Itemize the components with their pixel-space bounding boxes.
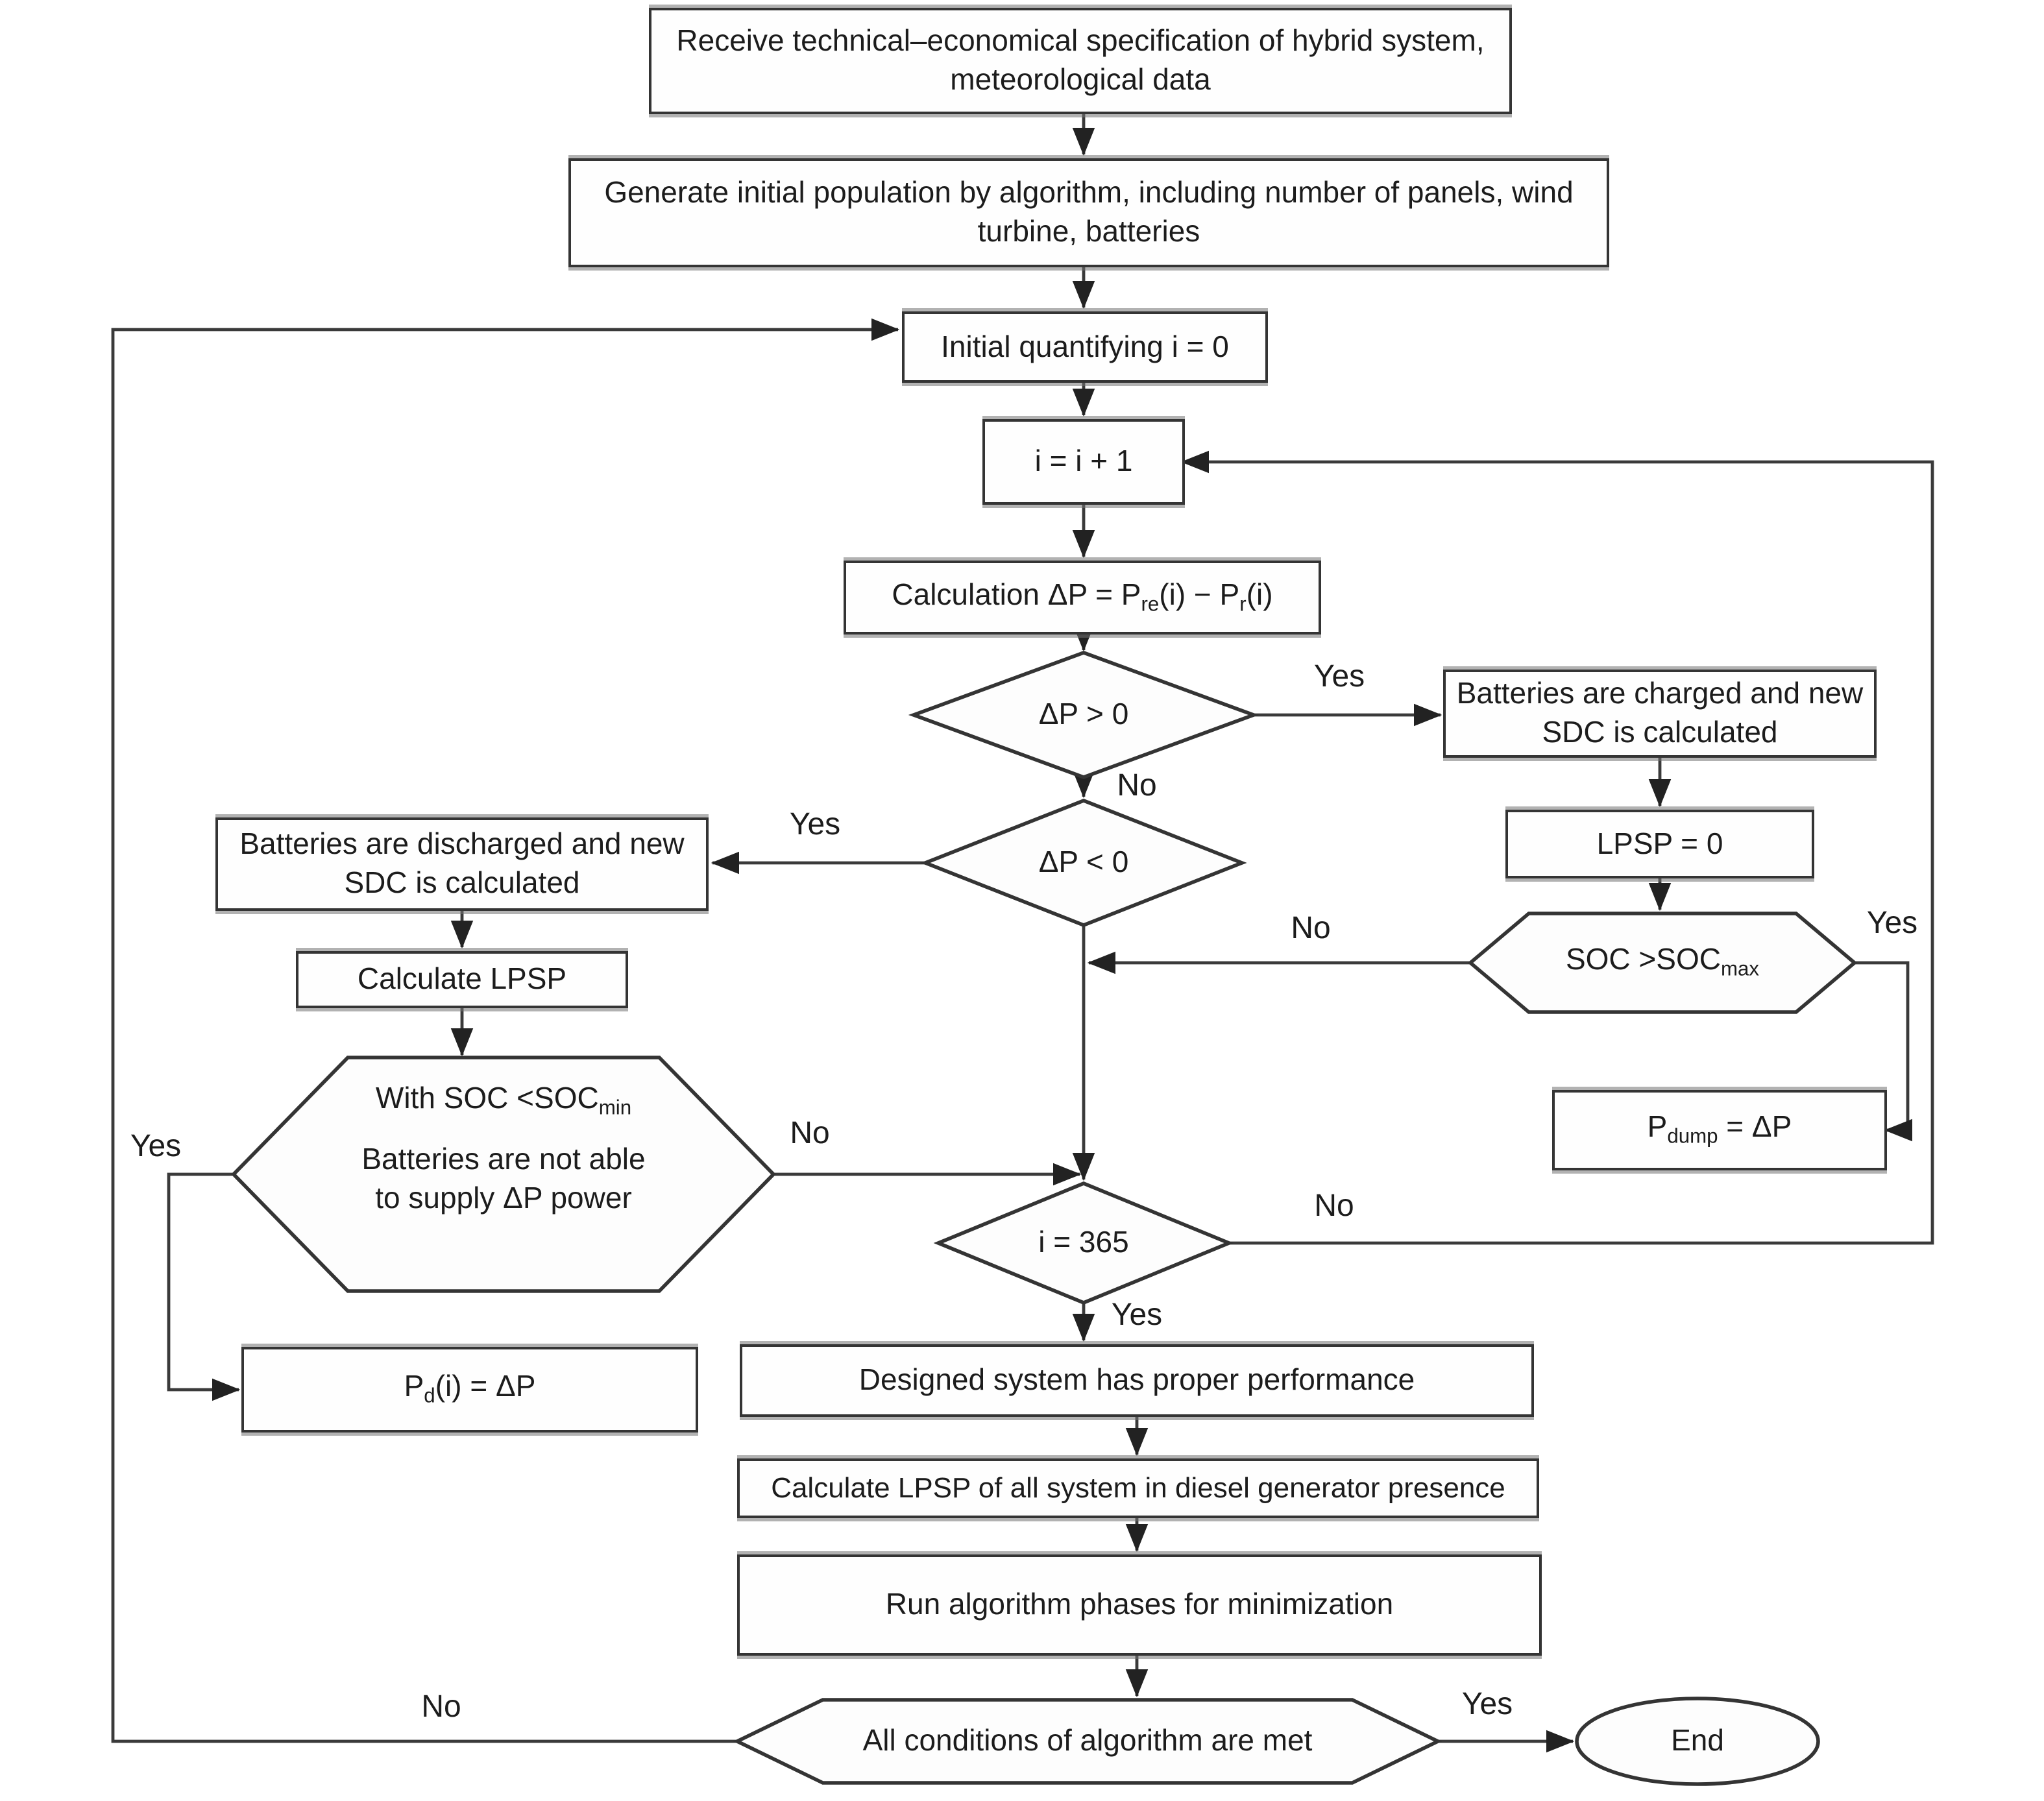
edge-label-socmin-yes: Yes	[130, 1129, 182, 1164]
edge-label-socmax-no: No	[1291, 911, 1331, 946]
node-lpsp-zero	[1505, 810, 1814, 878]
node-calculate-lpsp-all	[737, 1458, 1539, 1518]
node-calculate-lpsp	[296, 951, 628, 1008]
node-designed-system-label: Designed system has proper performance	[858, 1362, 1415, 1397]
edge-label-allcond-no: No	[421, 1689, 461, 1724]
node-lpsp-zero-label: LPSP = 0	[1596, 826, 1723, 860]
node-batteries-charged	[1443, 670, 1877, 758]
node-batteries-discharged-label: Batteries are discharged and new SDC is calculated	[239, 827, 685, 899]
diamond-i365-label: i = 365	[1038, 1225, 1129, 1259]
node-run-algorithm	[737, 1554, 1542, 1656]
node-calculation-deltap-label: Calculation $\Delta P = P_{re}(i) - P_r(i)$	[892, 577, 1273, 616]
edge-socmin-yes-to-pd	[169, 1174, 239, 1390]
node-batteries-discharged	[215, 817, 709, 911]
node-pdump-label: $P_{dump} = \Delta P$	[1647, 1109, 1792, 1149]
edge-allcond-no-to-init	[113, 330, 898, 1741]
node-designed-system	[740, 1344, 1534, 1417]
node-receive-spec-label: Receive technical–economical specification of hybrid system, meteorological data	[676, 23, 1485, 96]
edge-label-dpgt0-yes: Yes	[1313, 659, 1365, 694]
diamond-dp-lt0-label: ΔP < 0	[1038, 845, 1129, 879]
edge-label-dpgt0-no: No	[1117, 768, 1157, 803]
terminator-end-label: End	[1671, 1723, 1724, 1758]
node-generate-population-label: Generate initial population by algorithm, including number of panels, wind turbine, batteries	[604, 175, 1574, 248]
node-calculate-lpsp-all-label: Calculate LPSP of all system in diesel generator presence	[771, 1471, 1505, 1504]
node-batteries-charged-label: Batteries are charged and new SDC is calculated	[1456, 676, 1864, 749]
node-initial-quantifying	[902, 311, 1268, 383]
node-initial-quantifying-label: Initial quantifying i = 0	[941, 329, 1229, 363]
node-receive-spec	[649, 8, 1512, 114]
node-generate-population	[568, 158, 1609, 267]
node-calculate-lpsp-label: Calculate LPSP	[357, 961, 567, 996]
edge-label-socmin-no: No	[790, 1116, 830, 1151]
hexagon-soc-max-label: SOC $>SOC_{max}$	[1565, 942, 1760, 982]
hexagon-all-conditions-label: All conditions of algorithm are met	[862, 1723, 1313, 1758]
edge-label-i365-yes: Yes	[1111, 1298, 1163, 1333]
edge-label-allcond-yes: Yes	[1461, 1687, 1513, 1722]
node-increment-i-label: i = i + 1	[1034, 444, 1133, 478]
node-pd-deltap	[241, 1347, 698, 1432]
edge-label-socmax-yes: Yes	[1866, 906, 1918, 941]
edge-label-dplt0-yes: Yes	[789, 807, 841, 842]
soc-min-line3: to supply ΔP power	[375, 1180, 632, 1215]
node-run-algorithm-label: Run algorithm phases for minimization	[885, 1587, 1394, 1621]
hexagon-soc-min-label	[283, 1080, 724, 1274]
node-pdump	[1552, 1090, 1887, 1170]
node-pd-deltap-label: $P_d(i) = \Delta P$	[404, 1369, 536, 1408]
node-calculation-deltap	[844, 561, 1321, 635]
soc-min-line1: With SOC $<SOC_{min}$	[375, 1081, 632, 1120]
edge-label-i365-no: No	[1314, 1189, 1354, 1224]
node-increment-i	[982, 419, 1185, 505]
diamond-dp-gt0-label: ΔP > 0	[1038, 697, 1129, 731]
soc-min-line2: Batteries are not able	[361, 1142, 646, 1176]
